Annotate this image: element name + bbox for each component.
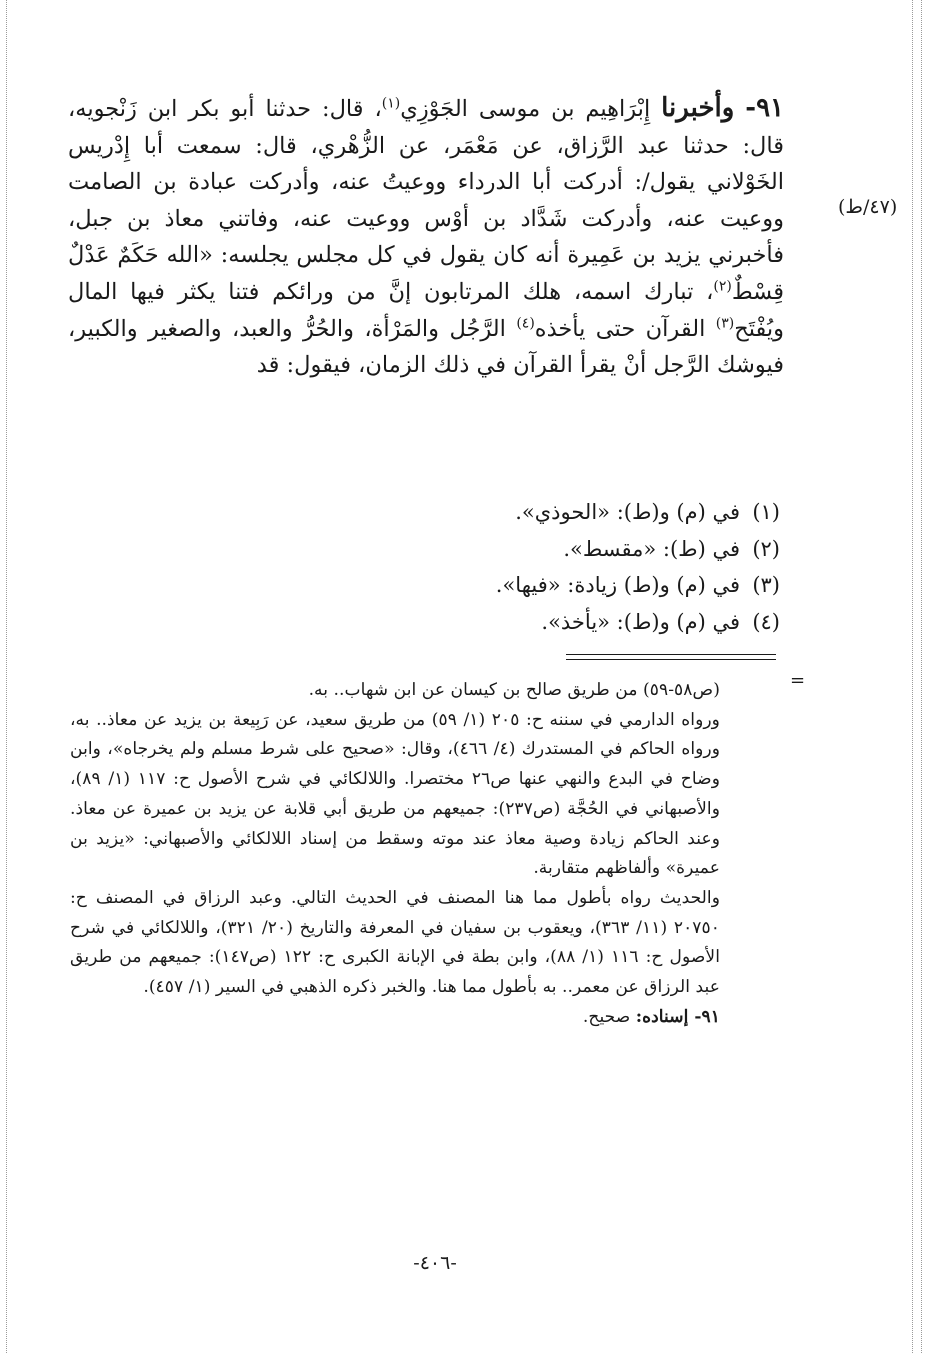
footnote-number: (١) xyxy=(752,500,780,524)
takhrij-paragraph: ورواه الدارمي في سننه ح: ٢٠٥ (١/ ٥٩) من طريق سعيد، عن رَبِيعة بن يزيد عن معاذ.. به، ورواه الحاكم في المستدرك (٤/ ٤٦٦)، وقال: «صحيح على شرط مسلم ولم يخرجاه»، وابن وضاح في البدع والنهي عنها ص٢٦ مختصرا. واللالكائي في شرح الأصول ح: ١١٧ (١/ ٨٩)، والأصبهاني في الحُجَّة (ص٢٣٧): جميعهم من طريق أبي قلابة عن يزيد بن عميرة عن معاذ. وعند الحاكم زيادة وصية معاذ عند موته وسقط من إسناد اللالكائي والأصبهاني: «يزيد بن عميرة» وألفاظهم متقاربة. xyxy=(70,709,721,879)
text-segment: إِبْرَاهِيم بن موسى الجَوْزِي xyxy=(400,96,662,122)
hadith-text xyxy=(68,90,784,384)
footnote-text: في (م) و(ط): «يأخذ». xyxy=(541,609,740,634)
footnote-item xyxy=(480,494,780,531)
footnote-text: في (م) و(ط) زيادة: «فيها». xyxy=(495,573,740,597)
takhrij-notes xyxy=(70,676,720,1032)
hadith-number: ٩١- xyxy=(745,93,784,123)
footnote-divider xyxy=(566,659,776,660)
text-segment: القرآن حتى يأخذه xyxy=(534,315,716,342)
hadith-lead-word: وأخبرنا xyxy=(661,93,735,123)
takhrij-paragraph: (ص٥٨-٥٩) من طريق صالح بن كيسان عن ابن شهاب.. به. xyxy=(308,680,720,700)
footnote-divider xyxy=(566,654,776,655)
isnad-grade-value: صحيح. xyxy=(582,1006,636,1027)
footnote-number: (٢) xyxy=(752,536,780,561)
footnote-item xyxy=(480,604,780,641)
text-segment: الرَّجُل والمَرْأة، والحُرُّ والعبد، والصغير والكبير، فيوشك الرَّجل أنْ يقرأ القرآن في ذلك الزمان، فيقول: قد xyxy=(68,315,784,379)
isnad-grade xyxy=(70,1003,720,1033)
footnote-number: (٤) xyxy=(752,609,780,634)
text-segment: ، قال: حدثنا أبو بكر ابن زَنْجويه، قال: حدثنا عبد الرَّزاق، عن مَعْمَر، عن الزُّهْري، قال: سمعت أبا إِدْريس الخَوْلاني يقول/: أدركت أبا الدرداء ووعيتُ عنه، وأدركت عبادة بن الصامت ووعيت عنه، وأدركت شَدَّاد بن أوْس ووعيت عنه، وفاتني معاذ بن جبل، فأخبرني يزيد بن عَمِيرة أنه كان يقول في كل مجلس يجلسه: «الله حَكَمٌ عَدْلٌ قِسْطٌ xyxy=(68,96,784,305)
footnote-marker: (٤) xyxy=(516,315,535,332)
footnote-item xyxy=(480,531,780,568)
hadith-paragraph xyxy=(68,90,784,384)
continuation-mark: = xyxy=(790,670,806,691)
margin-reference: (٤٧/ط) xyxy=(838,196,898,218)
footnote-marker: (١) xyxy=(381,95,401,112)
footnote-number: (٣) xyxy=(752,573,780,597)
footnote-item xyxy=(480,567,780,604)
footnote-marker: (٢) xyxy=(713,278,732,295)
page-number: -٤٠٦- xyxy=(413,1252,457,1274)
footnote-marker: (٣) xyxy=(715,315,735,332)
scan-edge-line xyxy=(6,0,7,1353)
footnote-text: في (م) و(ط): «الحوذي». xyxy=(515,500,740,524)
scan-edge-line xyxy=(921,0,922,1353)
footnotes xyxy=(480,494,780,640)
footnote-text: في (ط): «مقسط». xyxy=(563,536,740,561)
text-segment: ، تبارك اسمه، هلك المرتابون إنَّ من ورائكم فتنا يكثر فيها المال ويُفْتَح xyxy=(68,278,785,342)
scan-edge-line xyxy=(912,0,913,1353)
takhrij-paragraph: والحديث رواه بأطول مما هنا المصنف في الحديث التالي. وعبد الرزاق في المصنف ح: ٢٠٧٥٠ (١١/ ٣٦٣)، ويعقوب بن سفيان في المعرفة والتاريخ (٢٠/ ٣٢١)، واللالكائي في شرح الأصول ح: ١١٦ (١/ ٨٨)، وابن بطة في الإبانة الكبرى ح: ١٢٢ (ص١٤٧): جميعهم من طريق عبد الرزاق عن معمر.. به بأطول مما هنا. والخبر ذكره الذهبي في السير (١/ ٤٥٧). xyxy=(70,887,721,998)
isnad-grade-label: ٩١- إسناده: xyxy=(635,1006,720,1027)
